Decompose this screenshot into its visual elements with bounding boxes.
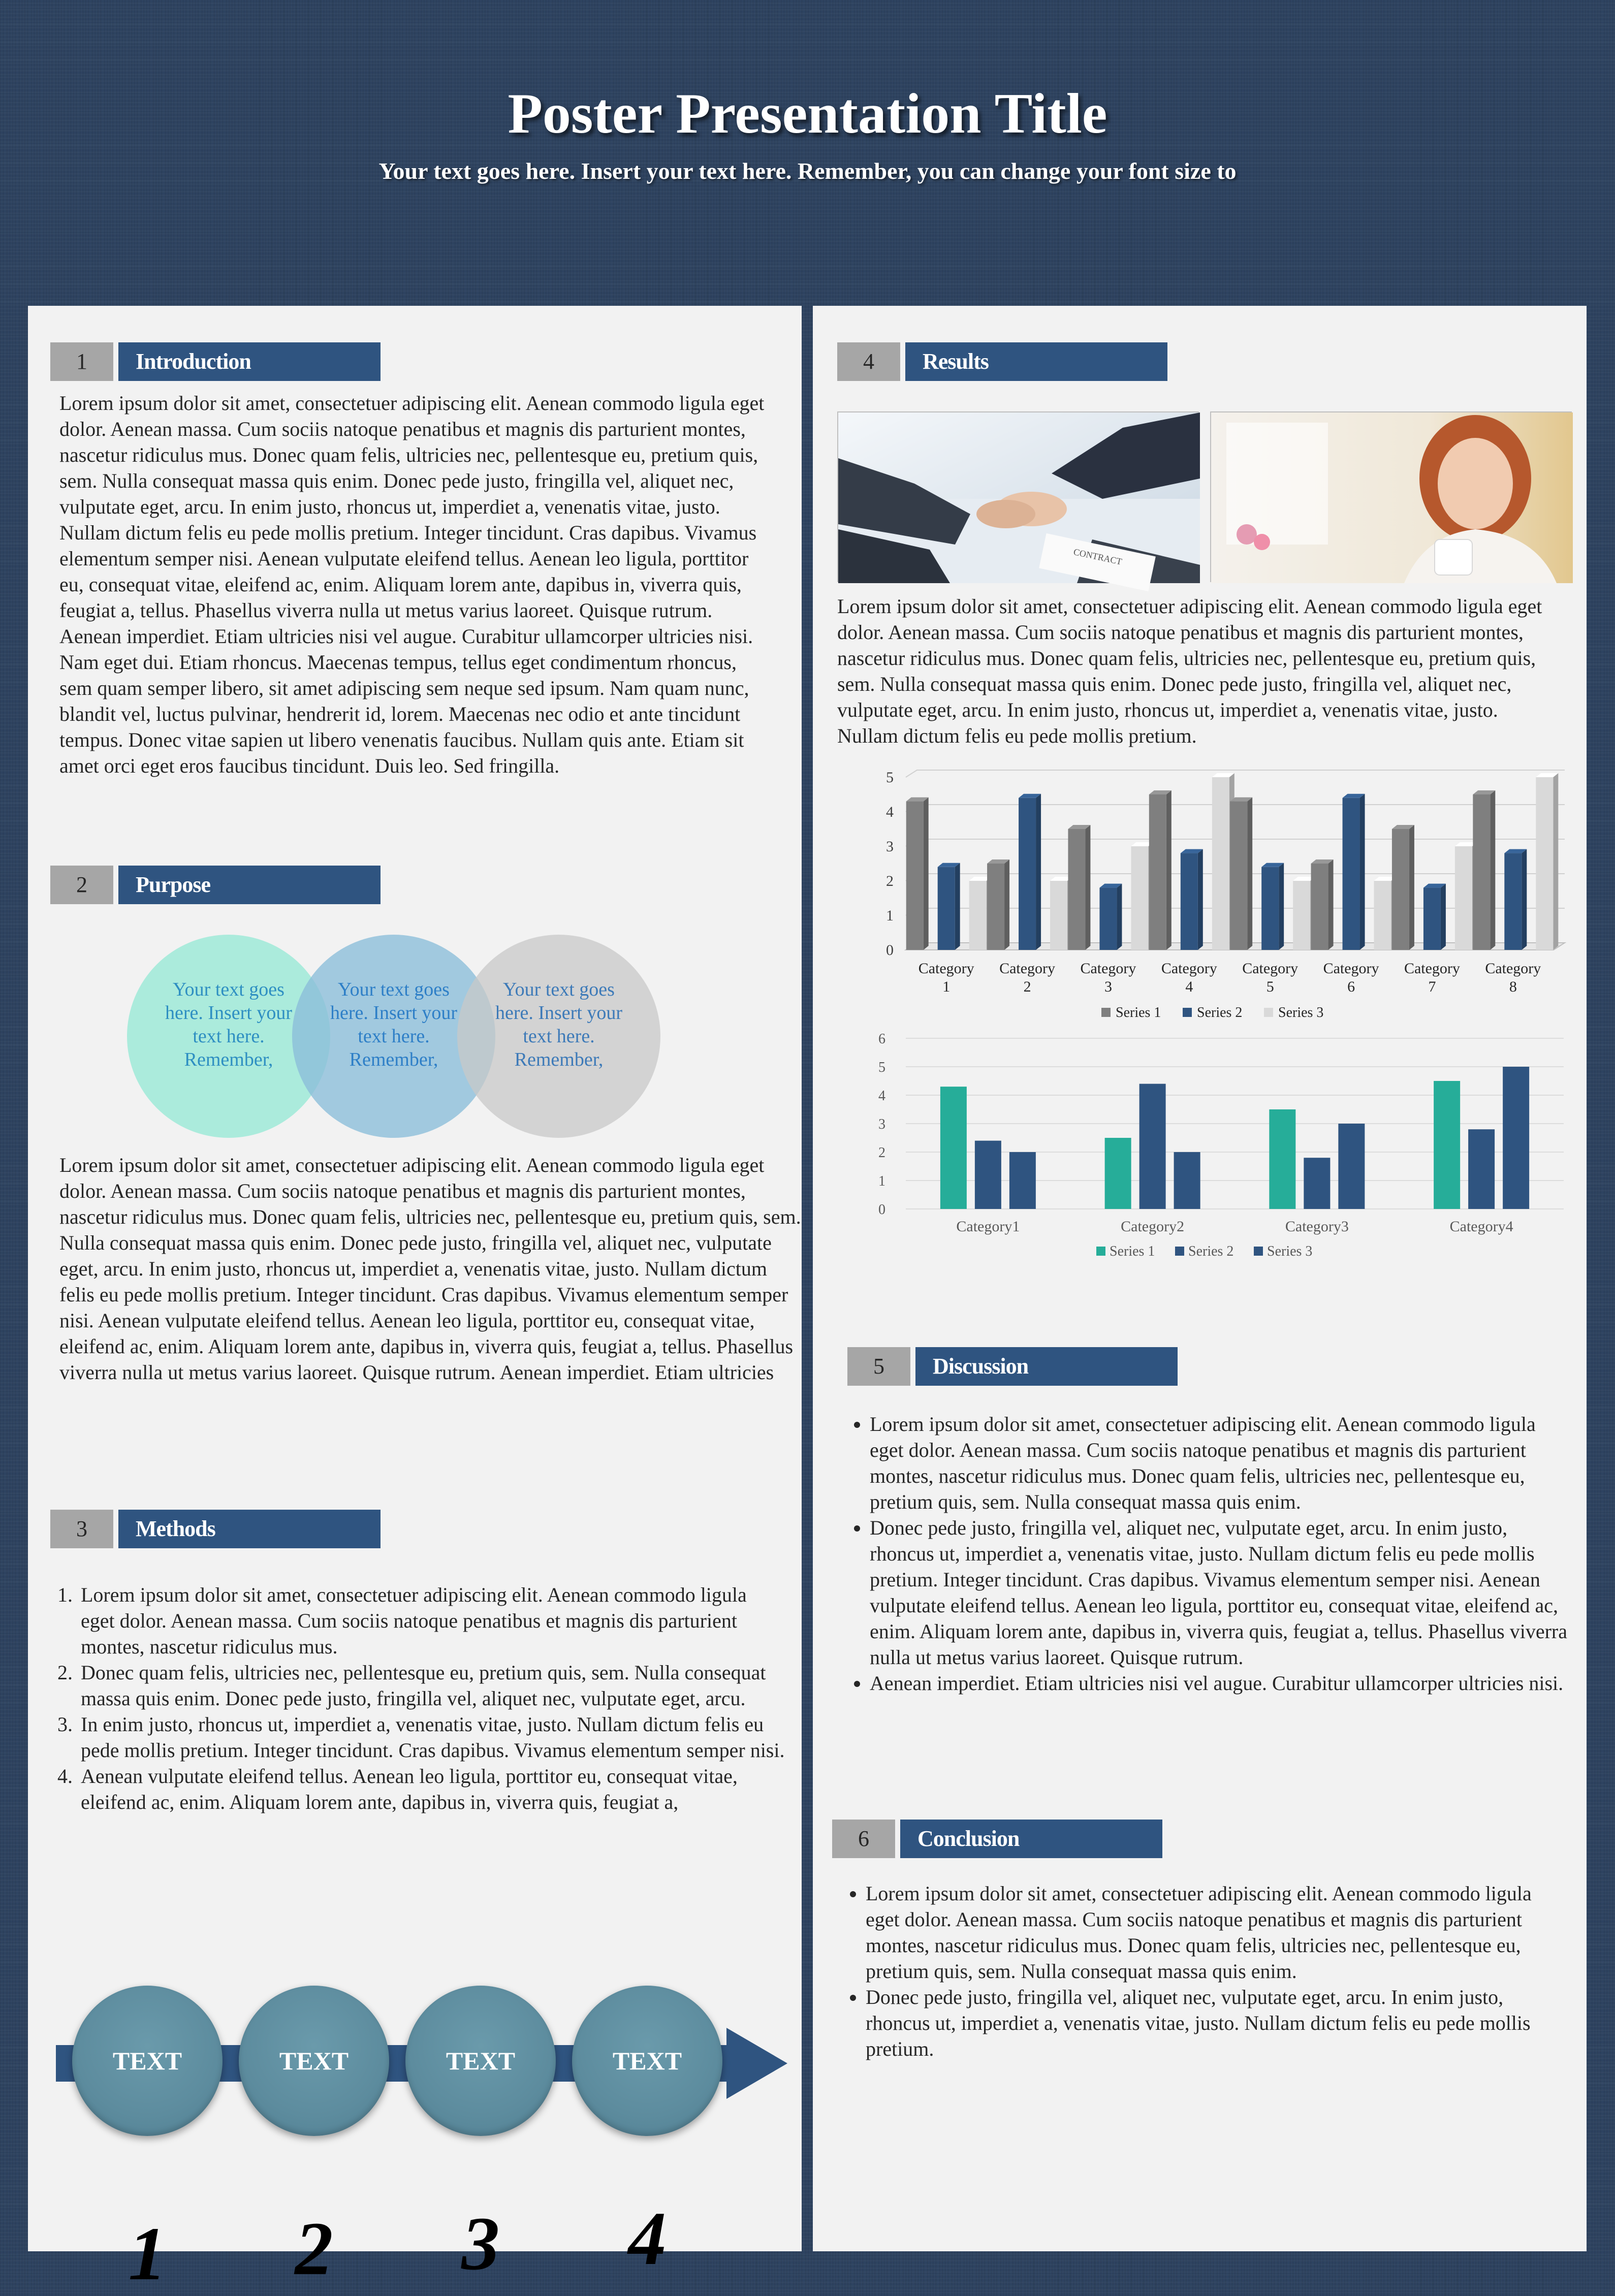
poster-subtitle: Your text goes here. Insert your text here. Remember, you can change your font size to [378,158,1237,184]
results-header [837,342,1173,381]
y-tick-label: 0 [886,942,894,959]
step-number-4: 4 [628,2196,667,2281]
x-tick-label: Category 1 [918,960,974,995]
section-title: Conclusion [900,1820,1162,1858]
step-circle-3 [405,1986,556,2136]
y-tick-label: 1 [878,1173,885,1189]
step-circle-2 [239,1986,389,2136]
y-tick-label: 5 [878,1060,885,1075]
x-tick-label: Category3 [1285,1218,1349,1235]
y-tick-label: 0 [878,1202,885,1218]
y-tick-label: 6 [878,1031,885,1047]
right-column-panel [813,306,1587,2251]
list-item: 1. Lorem ipsum dolor sit amet, consectetuer adipiscing elit. Aenean commodo ligula eget dolor. Aenean massa. Cum sociis natoque penatibus et magnis dis parturient montes, nascetur ridiculus mus. [78,1582,785,1660]
bar-1-1 [906,798,929,950]
conclusion-list [837,1880,1569,2062]
purpose-header [50,866,386,904]
results-bar-chart [837,1031,1579,1290]
legend-label: Series 3 [1278,1005,1324,1021]
bar-2-7 [1423,884,1446,950]
bar-2-2 [1019,794,1041,950]
section-number: 4 [837,342,900,381]
step-label: TEXT [612,2047,682,2075]
bar-1-6 [1311,859,1334,950]
bar-2-1 [975,1141,1001,1209]
legend-swatch [1096,1247,1105,1256]
step-circle-1 [72,1986,223,2136]
bar-1-2 [987,859,1009,950]
methods-list [53,1582,785,1815]
step-number-2: 2 [295,2207,333,2291]
legend-label: Series 2 [1188,1243,1234,1259]
section-number: 3 [50,1510,113,1548]
bar-1-8 [1473,790,1495,950]
bar-1-3 [1068,825,1090,950]
bar-2-2 [1139,1084,1166,1209]
section-title: Methods [118,1510,381,1548]
bar-3-3 [1338,1124,1365,1209]
x-tick-label: Category 6 [1323,960,1379,995]
legend-swatch [1101,1008,1111,1017]
section-number: 1 [50,342,113,381]
venn-circle-3 [457,935,660,1138]
step-label: TEXT [446,2047,516,2075]
bar-3-1 [1009,1152,1036,1209]
y-tick-label: 3 [878,1117,885,1132]
introduction-header [50,342,386,381]
x-tick-label: Category 3 [1080,960,1136,995]
bar-3-8 [1536,773,1558,950]
list-item: 2. Donec quam felis, ultricies nec, pellentesque eu, pretium quis, sem. Nulla consequat massa quis enim. Donec pede justo, fringilla vel, aliquet nec, vulputate eget, arcu. [78,1660,785,1711]
step-label: TEXT [279,2047,349,2075]
legend-swatch [1183,1008,1192,1017]
discussion-list [841,1411,1573,1696]
step-number-1: 1 [128,2212,167,2296]
list-item: • Aenean imperdiet. Etiam ultricies nisi vel augue. Curabitur ullamcorper ultricies nisi. [870,1670,1573,1696]
legend-swatch [1264,1008,1273,1017]
y-tick-label: 1 [886,907,894,924]
y-tick-label: 2 [878,1145,885,1161]
list-item: • Lorem ipsum dolor sit amet, consectetuer adipiscing elit. Aenean commodo ligula eget dolor. Aenean massa. Cum sociis natoque penatibus et magnis dis parturient montes, nascetur ridiculus mus. Donec quam felis, ultricies nec, pellentesque eu, pretium quis, sem. Nulla consequat massa quis enim. [866,1880,1569,1984]
x-tick-label: Category 7 [1404,960,1460,995]
poster-title: Poster Presentation Title [508,82,1107,145]
left-column-panel [28,306,802,2296]
section-number: 6 [832,1820,895,1858]
legend-label: Series 2 [1197,1005,1243,1021]
x-tick-label: Category2 [1121,1218,1185,1235]
legend-label: Series 1 [1116,1005,1161,1021]
section-title: Introduction [118,342,381,381]
section-title: Purpose [118,866,381,904]
discussion-header [847,1347,1183,1386]
section-title: Discussion [915,1347,1178,1386]
bar-2-8 [1504,849,1527,950]
bar-1-5 [1230,798,1252,950]
bar-2-1 [938,863,960,950]
bar-2-4 [1181,849,1203,950]
step-number-3: 3 [461,2202,500,2286]
bar-3-4 [1503,1067,1529,1209]
y-tick-label: 2 [886,873,894,889]
x-tick-label: Category 8 [1485,960,1541,995]
section-title: Results [905,342,1167,381]
x-tick-label: Category1 [956,1218,1020,1235]
results-body: Lorem ipsum dolor sit amet, consectetuer adipiscing elit. Aenean commodo ligula eget dolor. Aenean massa. Cum sociis natoque penatibus et magnis dis parturient montes, nascetur ridiculus mus. Donec quam felis, ultricies nec, pellentesque eu, pretium quis, sem. Nulla consequat massa quis enim. Donec pede justo, fringilla vel, aliquet nec, vulputate eget, arcu. In enim justo, rhoncus ut, imperdiet a, venenatis vitae, justo. Nullam dictum felis eu pede mollis pretium. [837,595,1542,747]
x-tick-label: Category 5 [1242,960,1299,995]
conclusion-header [832,1820,1167,1858]
introduction-body: Lorem ipsum dolor sit amet, consectetuer adipiscing elit. Aenean commodo ligula eget dolor. Aenean massa. Cum sociis natoque penatibus et magnis dis parturient montes, nascetur ridiculus mus. Donec quam felis, ultricies nec, pellentesque eu, pretium quis, sem. Nulla consequat massa quis enim. Donec pede justo, fringilla vel, aliquet nec, vulputate eget, arcu. In enim justo, rhoncus ut, imperdiet a, venenatis vitae, justo. Nullam dictum felis eu pede mollis pretium. Integer tincidunt. Cras dapibus. Vivamus elementum semper nisi. Aenean vulputate eleifend tellus. Aenean leo ligula, porttitor eu, consequat vitae, eleifend ac, enim. Aliquam lorem ante, dapibus in, viverra quis, feugiat a, tellus. Phasellus viverra nulla ut metus varius laoreet. Quisque rutrum. Aenean imperdiet. Etiam ultricies nisi vel augue. Curabitur ullamcorper ultricies nisi. Nam eget dui. Etiam rhoncus. Maecenas tempus, tellus eget condimentum rhoncus, sem quam semper libero, sit amet adipiscing sem neque sed ipsum. Nam quam nunc, blandit vel, luctus pulvinar, hendrerit id, lorem. Maecenas nec odio et ante tincidunt tempus. Donec vitae sapien ut libero venenatis faucibus. Nullam quis ante. Etiam sit amet orci eget eros faucibus tincidunt. Duis leo. Sed fringilla. [59,392,765,777]
venn-text-2: Your text goes here. Insert your text here. Remember, [330,979,458,1070]
venn-text-3: Your text goes here. Insert your text here. Remember, [495,979,623,1070]
legend-swatch [1254,1247,1263,1256]
section-number: 2 [50,866,113,904]
x-tick-label: Category4 [1449,1218,1513,1235]
gridline [906,770,1565,777]
step-label: TEXT [112,2047,182,2075]
bar-2-3 [1099,884,1122,950]
x-tick-label: Category 2 [999,960,1056,995]
bar-2-6 [1343,794,1365,950]
results-3d-bar-chart [837,767,1579,1041]
bar-2-5 [1261,863,1284,950]
bar-1-4 [1149,790,1171,950]
list-item: 4. Aenean vulputate eleifend tellus. Aenean leo ligula, porttitor eu, consequat vitae, eleifend ac, enim. Aliquam lorem ante, dapibus in, viverra quis, feugiat a, [78,1763,785,1815]
y-tick-label: 4 [886,804,894,820]
bar-2-4 [1468,1129,1495,1209]
x-tick-label: Category 4 [1161,960,1217,995]
bar-1-7 [1392,825,1414,950]
list-item: 3. In enim justo, rhoncus ut, imperdiet a, venenatis vitae, justo. Nullam dictum felis eu pede mollis pretium. Integer tincidunt. Cras dapibus. Vivamus elementum semper nisi. [78,1711,785,1763]
y-tick-label: 4 [878,1088,885,1104]
y-tick-label: 3 [886,838,894,855]
business-handshake-photo [837,411,1199,582]
bar-1-2 [1105,1138,1131,1209]
list-item: • Donec pede justo, fringilla vel, aliquet nec, vulputate eget, arcu. In enim justo, rhoncus ut, imperdiet a, venenatis vitae, justo. Nullam dictum felis eu pede mollis pretium. Integer tincidunt. Cras dapibus. Vivamus elementum semper nisi. Aenean vulputate eleifend tellus. Aenean leo ligula, porttitor eu, consequat vitae, eleifend ac, enim. Aliquam lorem ante, dapibus in, viverra quis, feugiat a, tellus. Phasellus viverra nulla ut metus varius laoreet. Quisque rutrum. [870,1515,1573,1670]
bar-1-3 [1269,1109,1295,1209]
purpose-body: Lorem ipsum dolor sit amet, consectetuer adipiscing elit. Aenean commodo ligula eget dolor. Aenean massa. Cum sociis natoque penatibus et magnis dis parturient montes, nascetur ridiculus mus. Donec quam felis, ultricies nec, pellentesque eu, pretium quis, sem. Nulla consequat massa quis enim. Donec pede justo, fringilla vel, aliquet nec, vulputate eget, arcu. In enim justo, rhoncus ut, imperdiet a, venenatis vitae, justo. Nullam dictum felis eu pede mollis pretium. Integer tincidunt. Cras dapibus. Vivamus elementum semper nisi. Aenean vulputate eleifend tellus. Aenean leo ligula, porttitor eu, consequat vitae, eleifend ac, enim. Aliquam lorem ante, dapibus in, viverra quis, feugiat a, tellus. Phasellus viverra nulla ut metus varius laoreet. Quisque rutrum. Aenean imperdiet. Etiam ultricies [59,1154,801,1384]
bar-3-2 [1174,1152,1200,1209]
list-item: • Lorem ipsum dolor sit amet, consectetuer adipiscing elit. Aenean commodo ligula eget dolor. Aenean massa. Cum sociis natoque penatibus et magnis dis parturient montes, nascetur ridiculus mus. Donec quam felis, ultricies nec, pellentesque eu, pretium quis, sem. Nulla consequat massa quis enim. [870,1411,1573,1515]
list-item: • Donec pede justo, fringilla vel, aliquet nec, vulputate eget, arcu. In enim justo, rhoncus ut, imperdiet a, venenatis vitae, justo. Nullam dictum felis eu pede mollis pretium. [866,1984,1569,2062]
step-circle-4 [572,1986,722,2136]
contract-caption: CONTRACT [1072,547,1123,567]
venn-text-1: Your text goes here. Insert your text here. Remember, [165,979,293,1070]
legend-label: Series 1 [1110,1243,1155,1259]
bar-1-4 [1434,1081,1460,1209]
section-number: 5 [847,1347,910,1386]
bar-1-1 [940,1087,967,1209]
smiling-woman-with-coffee-photo [1210,411,1572,582]
bar-2-3 [1304,1158,1330,1209]
legend-swatch [1175,1247,1184,1256]
legend-label: Series 3 [1267,1243,1313,1259]
methods-header [50,1510,386,1548]
y-tick-label: 5 [886,769,894,786]
